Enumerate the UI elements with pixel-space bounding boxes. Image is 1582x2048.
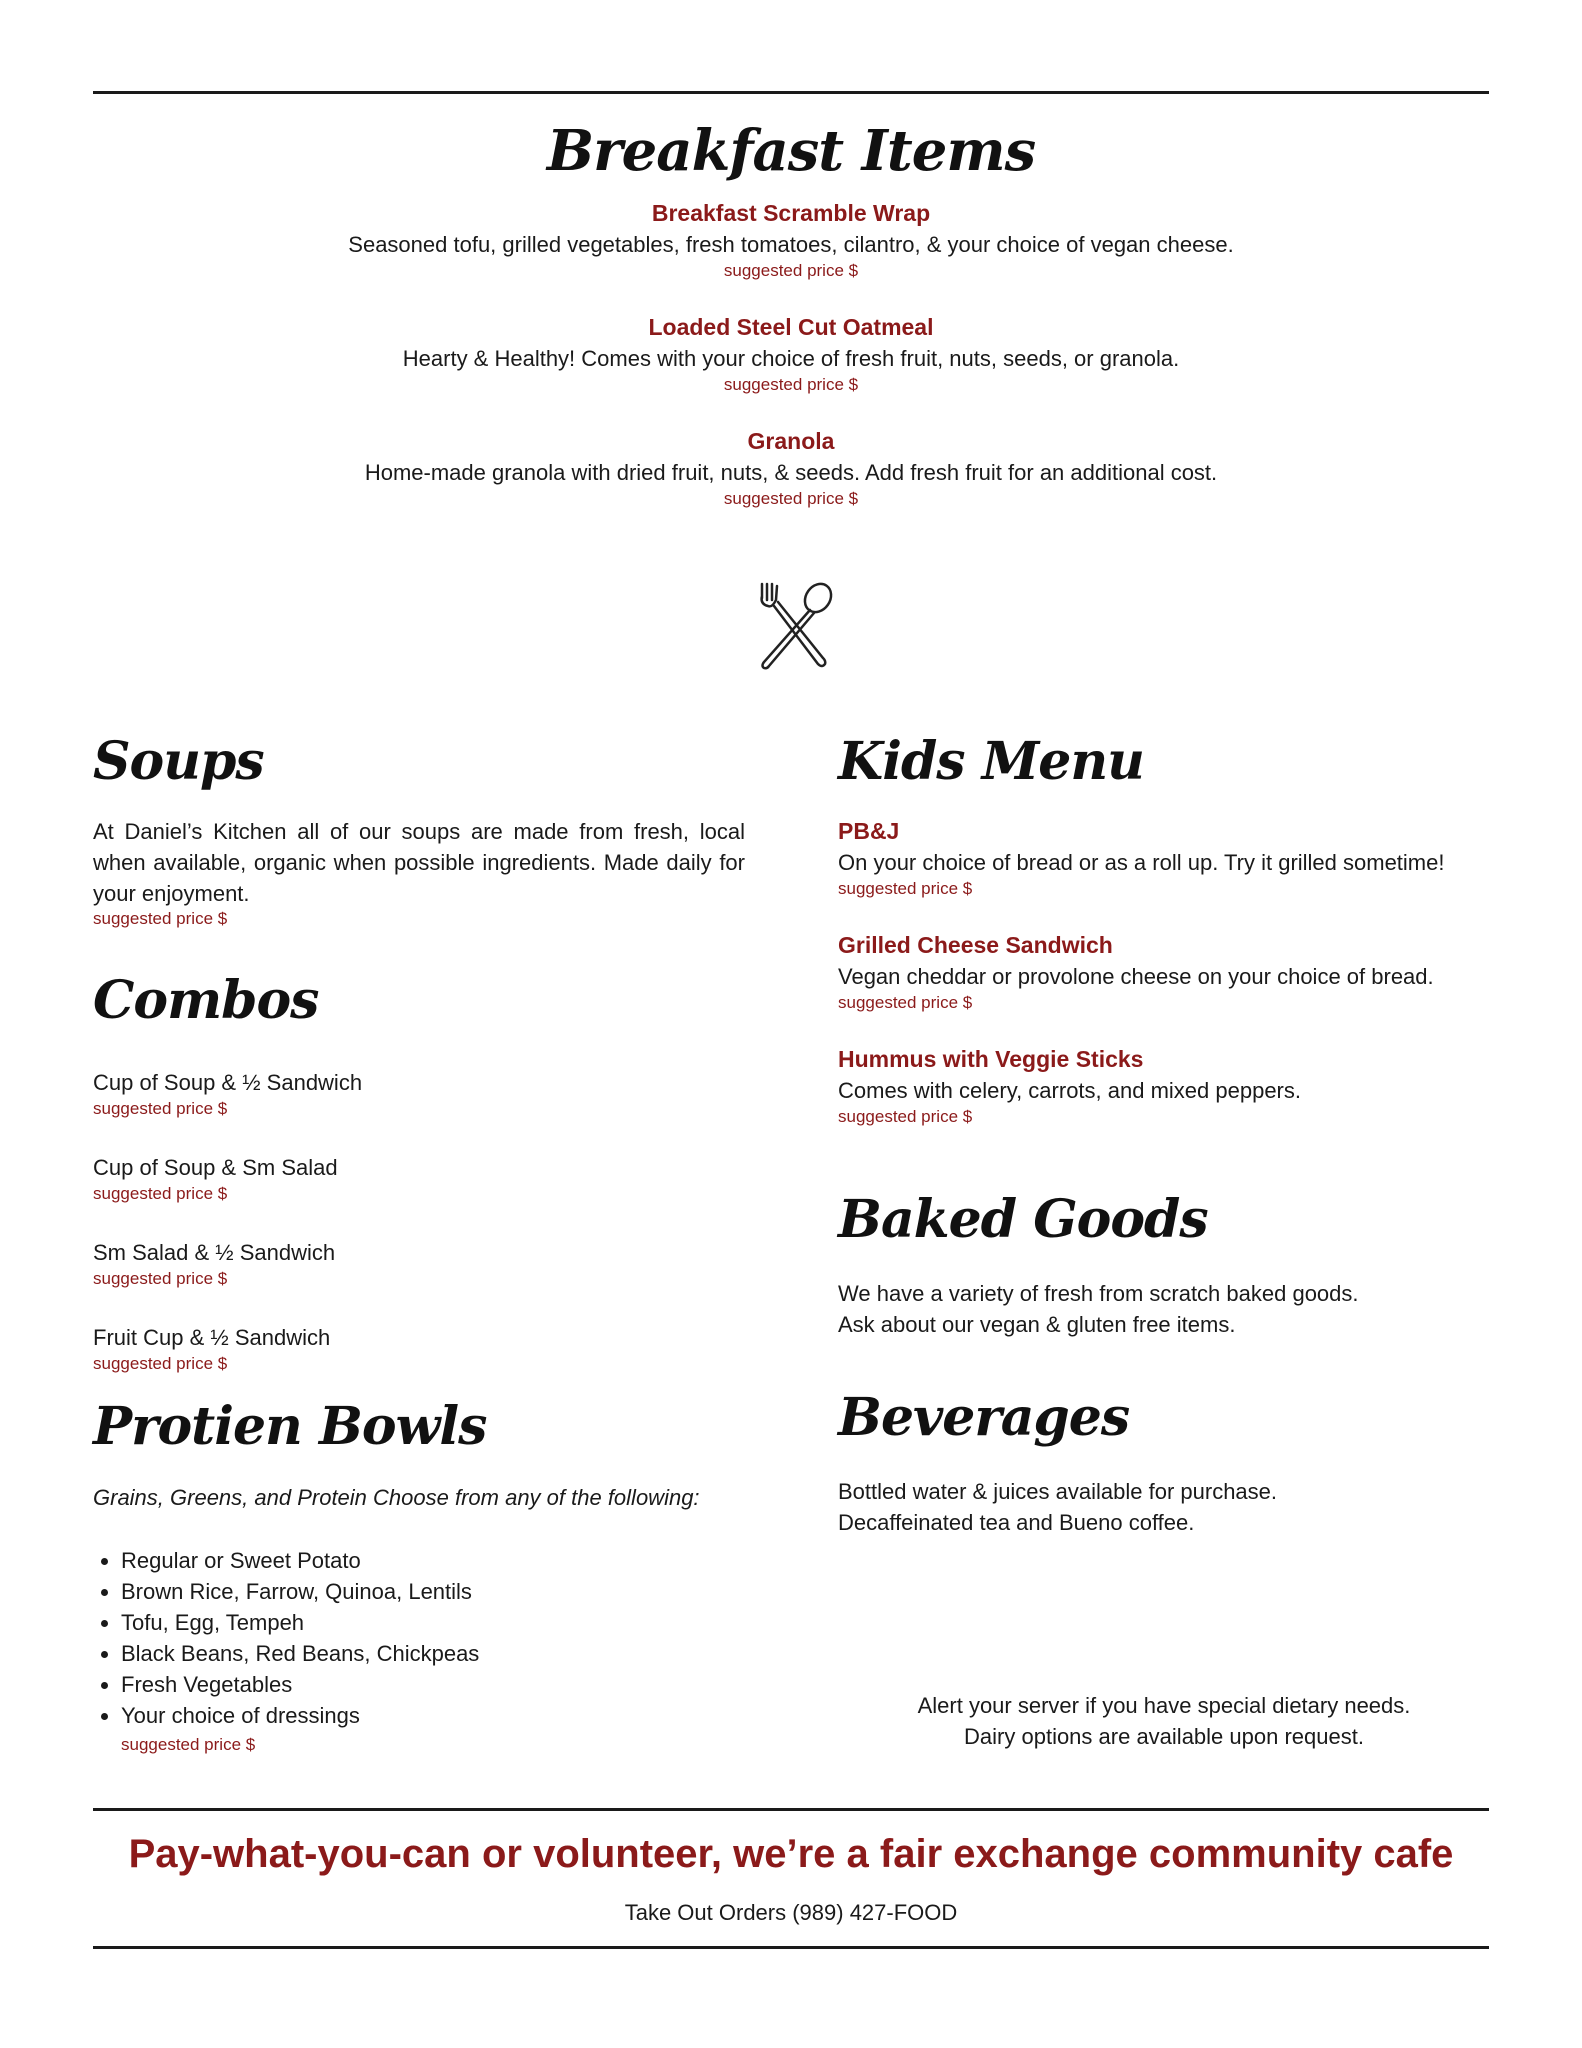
item-price: suggested price $: [838, 1107, 973, 1126]
right-column: [838, 730, 1490, 1538]
item-description: Comes with celery, carrots, and mixed peppers.: [838, 1078, 1301, 1103]
list-item: • Fresh Vegetables: [121, 1669, 745, 1700]
soups-title: Soups: [93, 731, 264, 792]
item-description: On your choice of bread or as a roll up. Try it grilled sometime!: [838, 850, 1445, 875]
kids-section: [838, 730, 1490, 1128]
item-price: suggested price $: [723, 375, 859, 394]
menu-item: [838, 1044, 1490, 1128]
note-line: Dairy options are available upon request.: [964, 1724, 1364, 1749]
dietary-note: [838, 1690, 1490, 1752]
menu-item: [838, 816, 1490, 900]
baked-line: Ask about our vegan & gluten free items.: [838, 1312, 1236, 1337]
baked-line: We have a variety of fresh from scratch baked goods.: [838, 1281, 1359, 1306]
combo-price: suggested price $: [93, 1099, 228, 1118]
item-description: Vegan cheddar or provolone cheese on your choice of bread.: [838, 964, 1434, 989]
footer-slogan: Pay-what-you-can or volunteer, we’re a fair exchange community cafe: [128, 1832, 1454, 1876]
item-name: Grilled Cheese Sandwich: [838, 932, 1113, 958]
breakfast-title: Breakfast Items: [546, 118, 1036, 184]
item-description: Seasoned tofu, grilled vegetables, fresh tomatoes, cilantro, & your choice of vegan cheese.: [348, 232, 1234, 257]
breakfast-section: [93, 118, 1489, 540]
combo-name: Cup of Soup & Sm Salad: [93, 1155, 338, 1180]
item-description: Hearty & Healthy! Comes with your choice of fresh fruit, nuts, seeds, or granola.: [402, 346, 1180, 371]
footer-top-rule: [93, 1808, 1489, 1811]
list-item: • Black Beans, Red Beans, Chickpeas: [121, 1638, 745, 1669]
combos-section: [93, 969, 745, 1375]
beverages-line: Bottled water & juices available for purchase.: [838, 1479, 1278, 1504]
top-rule: [93, 91, 1489, 94]
soups-description: At Daniel’s Kitchen all of our soups are made from fresh, local when available, organic when possible ingredients. Made daily for your enjoyment.: [93, 819, 745, 906]
item-name: Loaded Steel Cut Oatmeal: [648, 314, 934, 340]
menu-item: [93, 312, 1489, 396]
beverages-line: Decaffeinated tea and Bueno coffee.: [838, 1510, 1195, 1535]
footer-bottom-rule: [93, 1946, 1489, 1949]
combo-item: [93, 1237, 745, 1290]
item-price: suggested price $: [838, 993, 973, 1012]
soups-section: [93, 730, 745, 929]
item-name: Granola: [747, 428, 835, 454]
menu-item: [93, 426, 1489, 510]
takeout-phone: Take Out Orders (989) 427-FOOD: [624, 1900, 958, 1925]
combo-price: suggested price $: [93, 1184, 228, 1203]
item-name: Breakfast Scramble Wrap: [651, 200, 931, 226]
item-price: suggested price $: [838, 879, 973, 898]
combo-name: Sm Salad & ½ Sandwich: [93, 1240, 336, 1265]
combo-item: [93, 1067, 745, 1120]
menu-item: [838, 930, 1490, 1014]
kids-title: Kids Menu: [838, 731, 1144, 792]
combo-name: Fruit Cup & ½ Sandwich: [93, 1325, 331, 1350]
bowls-list: [93, 1545, 745, 1731]
bowls-intro: Grains, Greens, and Protein Choose from any of the following:: [93, 1485, 700, 1510]
left-column: [93, 730, 745, 1755]
list-item: • Brown Rice, Farrow, Quinoa, Lentils: [121, 1576, 745, 1607]
beverages-title: Beverages: [838, 1387, 1130, 1448]
fork-spoon-icon: [752, 580, 836, 670]
item-description: Home-made granola with dried fruit, nuts, & seeds. Add fresh fruit for an additional cost.: [364, 460, 1218, 485]
combo-price: suggested price $: [93, 1354, 228, 1373]
note-line: Alert your server if you have special dietary needs.: [917, 1693, 1411, 1718]
list-item: • Your choice of dressings: [121, 1700, 745, 1731]
menu-item: [93, 198, 1489, 282]
list-item: • Tofu, Egg, Tempeh: [121, 1607, 745, 1638]
bowls-section: [93, 1395, 745, 1755]
item-name: PB&J: [838, 818, 900, 844]
combo-item: [93, 1322, 745, 1375]
beverages-section: [838, 1386, 1490, 1538]
bowls-price: suggested price $: [121, 1735, 256, 1754]
bowls-title: Protien Bowls: [93, 1396, 487, 1457]
soups-price: suggested price $: [93, 909, 228, 928]
list-item: • Regular or Sweet Potato: [121, 1545, 745, 1576]
combo-name: Cup of Soup & ½ Sandwich: [93, 1070, 363, 1095]
combos-title: Combos: [93, 970, 319, 1031]
item-name: Hummus with Veggie Sticks: [838, 1046, 1144, 1072]
combo-item: [93, 1152, 745, 1205]
item-price: suggested price $: [723, 489, 859, 508]
item-price: suggested price $: [723, 261, 859, 280]
baked-title: Baked Goods: [838, 1189, 1208, 1250]
combo-price: suggested price $: [93, 1269, 228, 1288]
baked-section: [838, 1188, 1490, 1340]
